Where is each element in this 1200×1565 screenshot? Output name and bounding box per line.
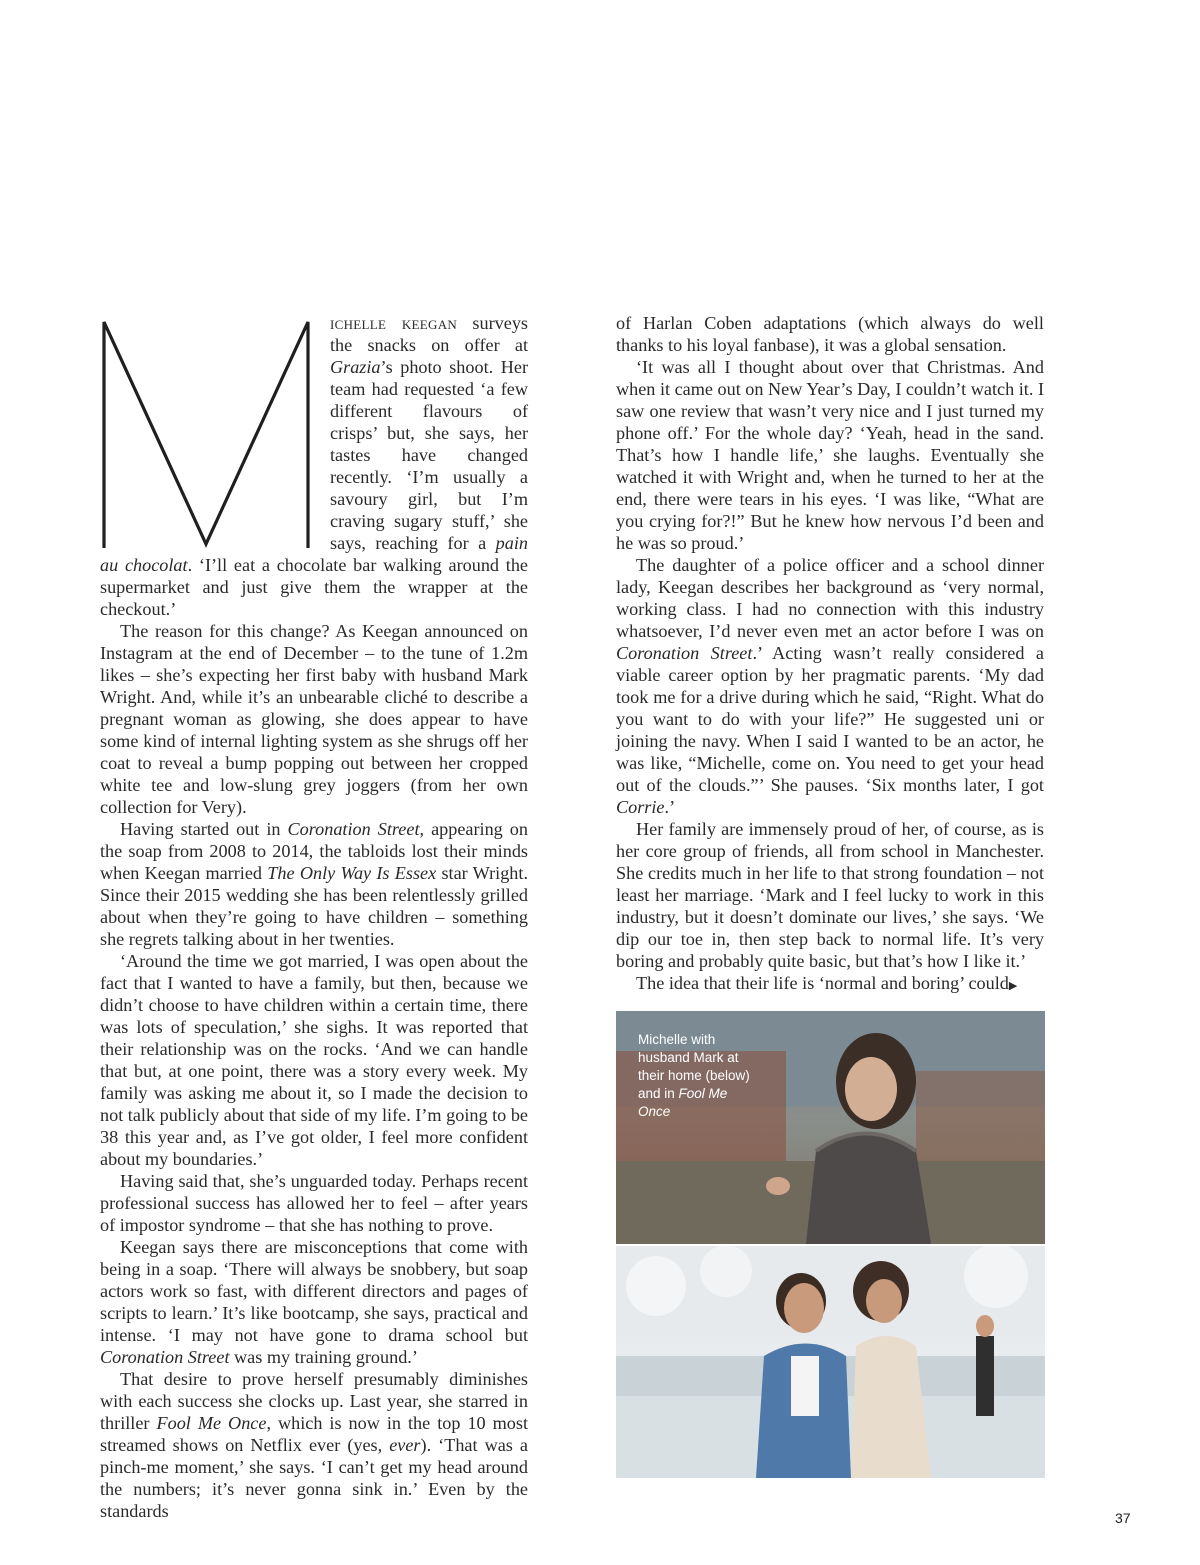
paragraph-6: Keegan says there are misconceptions that come with being in a soap. ‘There will always be snobbery, but soap actors work so fast, with different directors and pages of scripts to learn.’ It’s like bootcamp, she says, practical and intense. ‘I may not have gone to drama school but Coronation Street was my training ground.’ bbox=[100, 1237, 528, 1367]
paragraph-12: The idea that their life is ‘normal and boring’ could▶ bbox=[636, 973, 1018, 993]
paragraph-9: ‘It was all I thought about over that Christmas. And when it came out on New Year’s Day, I couldn’t watch it. I saw one review that wasn’t very nice and I just turned my phone off.’ For the whole day? ‘Yeah, head in the sand. That’s how I handle life,’ she laughs. Eventually she watched it with Wright and, when he turned to her at the end, there were tears in his eyes. ‘I was like, “What are you crying for?!” But he knew how nervous I’d been and he was so proud.’ bbox=[616, 357, 1044, 553]
photo-at-home-illustration bbox=[616, 1246, 1045, 1478]
paragraph-2: The reason for this change? As Keegan announced on Instagram at the end of December – to the tune of 1.2m likes – she’s expecting her first baby with husband Mark Wright. And, while it’s an unbearable cliché to describe a pregnant woman as glowing, she does appear to have some kind of internal lighting system as she shrugs off her coat to reveal a bump popping out between her cropped white tee and low-slung grey joggers (from her own collection for Very). bbox=[100, 621, 528, 817]
paragraph-3: Having started out in Coronation Street, appearing on the soap from 2008 to 2014, the tabloids lost their minds when Keegan married The Only Way Is Essex star Wright. Since their 2015 wedding she has been relentlessly grilled about when they’re going to have children – something she regrets talking about in her twenties. bbox=[100, 819, 528, 949]
photo-at-home bbox=[616, 1246, 1045, 1478]
paragraph-7: That desire to prove herself presumably diminishes with each success she clocks up. Last year, she starred in thriller Fool Me Once, which is now in the top 10 most streamed shows on Netflix ever (yes, ever). ‘That was a pinch-me moment,’ she says. ‘I can’t get my head around the numbers; it’s never gonna sink in.’ Even by the standards bbox=[100, 1369, 528, 1521]
continue-arrow-icon: ▶ bbox=[1008, 979, 1018, 992]
opening-name: ichelle keegan bbox=[330, 313, 458, 333]
photo-caption: Michelle with husband Mark at their home (below) and in Fool Me Once bbox=[638, 1032, 750, 1119]
drop-cap-letter-m bbox=[98, 316, 314, 552]
photo-fool-me-once bbox=[616, 1011, 1045, 1244]
paragraph-11: Her family are immensely proud of her, of course, as is her core group of friends, all from school in Manchester. She credits much in her life to that strong foundation – not least her marriage. ‘Mark and I feel lucky to work in this industry, but it doesn’t dominate our lives,’ she says. ‘We dip our toe in, then step back to normal life. It’s very boring and probably quite basic, but that’s how I like it.’ bbox=[616, 819, 1044, 971]
paragraph-4: ‘Around the time we got married, I was open about the fact that I wanted to have a family, but then, because we didn’t choose to have children within a certain time, there was lots of speculation,’ she sighs. It was reported that their relationship was on the rocks. ‘And we can handle that but, at one point, there was a story every week. My family was asking me about it, so I made the decision to not talk publicly about that side of my life. I’m going to be 38 this year and, as I’ve got older, I feel more confident about my boundaries.’ bbox=[100, 951, 528, 1169]
paragraph-8: of Harlan Coben adaptations (which always do well thanks to his loyal fanbase), it was a global sensation. bbox=[616, 313, 1044, 355]
article-right-column bbox=[616, 312, 1044, 997]
page-number: 37 bbox=[1115, 1510, 1131, 1526]
drop-cap bbox=[98, 312, 316, 552]
svg-text:M: M bbox=[98, 316, 99, 317]
paragraph-10: The daughter of a police officer and a school dinner lady, Keegan describes her background as ‘very normal, working class. I had no connection with this industry whatsoever, I’d never even met an actor before I was on Coronation Street.’ Acting wasn’t really considered a viable career option by her pragmatic parents. ‘My dad took me for a drive during which he said, “Right. What do you want to do with your life?” He suggested uni or joining the navy. When I said I wanted to be an actor, he was like, “Michelle, come on. You need to get your head out of the clouds.”’ She pauses. ‘Six months later, I got Corrie.’ bbox=[616, 555, 1044, 817]
paragraph-5: Having said that, she’s unguarded today. Perhaps recent professional success has allowed her to feel – after years of impostor syndrome – that she has nothing to prove. bbox=[100, 1171, 528, 1235]
article-left-column bbox=[100, 312, 528, 1522]
paragraph-1: ichelle keegan surveys the snacks on offer at Grazia’s photo shoot. Her team had requested ‘a few different flavours of crisps’ but, she says, her tastes have changed recently. ‘I’m usually a savoury girl, but I’m craving sugary stuff,’ she says, reaching for a pain au chocolat. ‘I’ll eat a chocolate bar walking around the supermarket and just give them the wrapper at the checkout.’ bbox=[100, 313, 528, 619]
